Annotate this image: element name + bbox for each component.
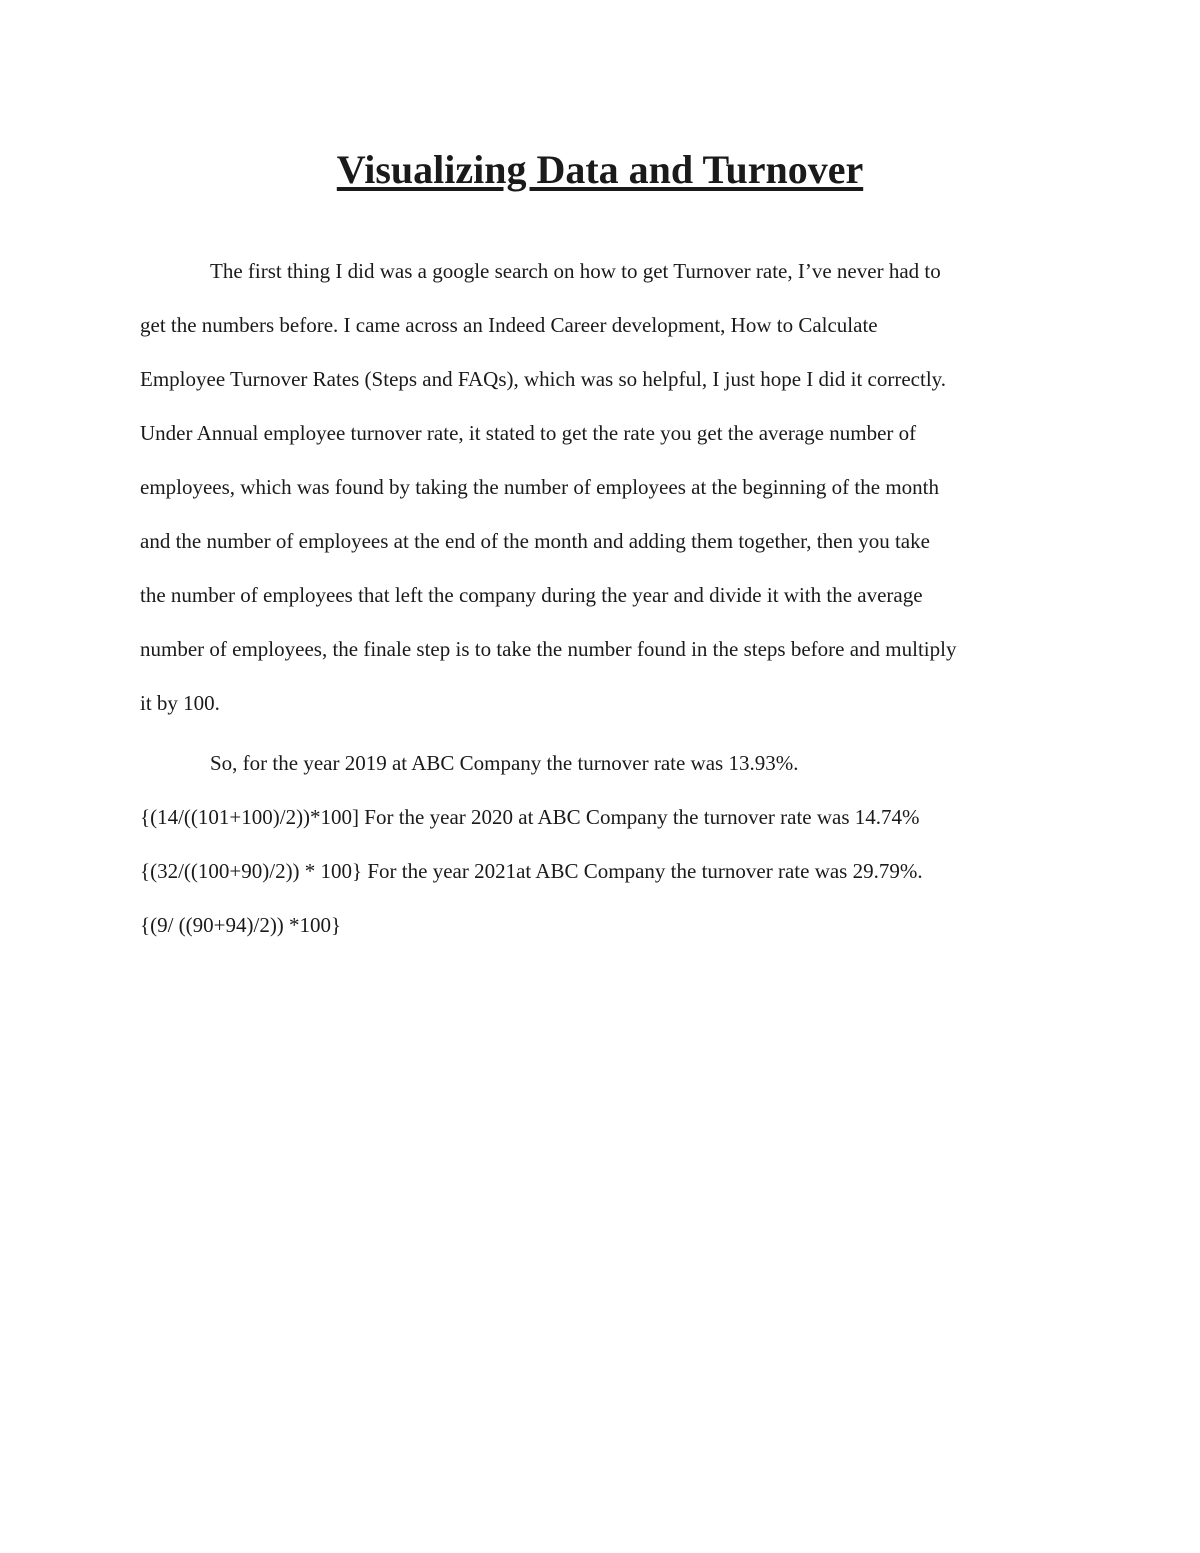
formula-line: {(9/ ((90+94)/2)) *100} xyxy=(140,913,342,937)
paragraph-line: and the number of employees at the end of the month and adding them together, then you take xyxy=(140,529,930,553)
paragraph-line: number of employees, the finale step is to take the number found in the steps before and multiply xyxy=(140,637,957,661)
paragraph-1 xyxy=(140,244,1070,730)
document-title: Visualizing Data and Turnover xyxy=(336,147,864,192)
formula-line: {(14/((101+100)/2))*100] For the year 2020 at ABC Company the turnover rate was 14.74% xyxy=(140,805,920,829)
formula-line: {(32/((100+90)/2)) * 100} For the year 2021at ABC Company the turnover rate was 29.79%. xyxy=(140,859,923,883)
paragraph-line: get the numbers before. I came across an Indeed Career development, How to Calculate xyxy=(140,313,878,337)
document-body xyxy=(140,244,1070,952)
paragraph-line: it by 100. xyxy=(140,691,220,715)
paragraph-line: the number of employees that left the company during the year and divide it with the average xyxy=(140,583,923,607)
paragraph-line: So, for the year 2019 at ABC Company the turnover rate was 13.93%. xyxy=(210,751,799,775)
paragraph-line: Employee Turnover Rates (Steps and FAQs), which was so helpful, I just hope I did it correctly. xyxy=(140,367,947,391)
paragraph-line: The first thing I did was a google search on how to get Turnover rate, I’ve never had to xyxy=(210,259,941,283)
paragraph-2 xyxy=(140,736,1070,952)
paragraph-line: Under Annual employee turnover rate, it stated to get the rate you get the average number of xyxy=(140,421,917,445)
paragraph-line: employees, which was found by taking the number of employees at the beginning of the month xyxy=(140,475,939,499)
